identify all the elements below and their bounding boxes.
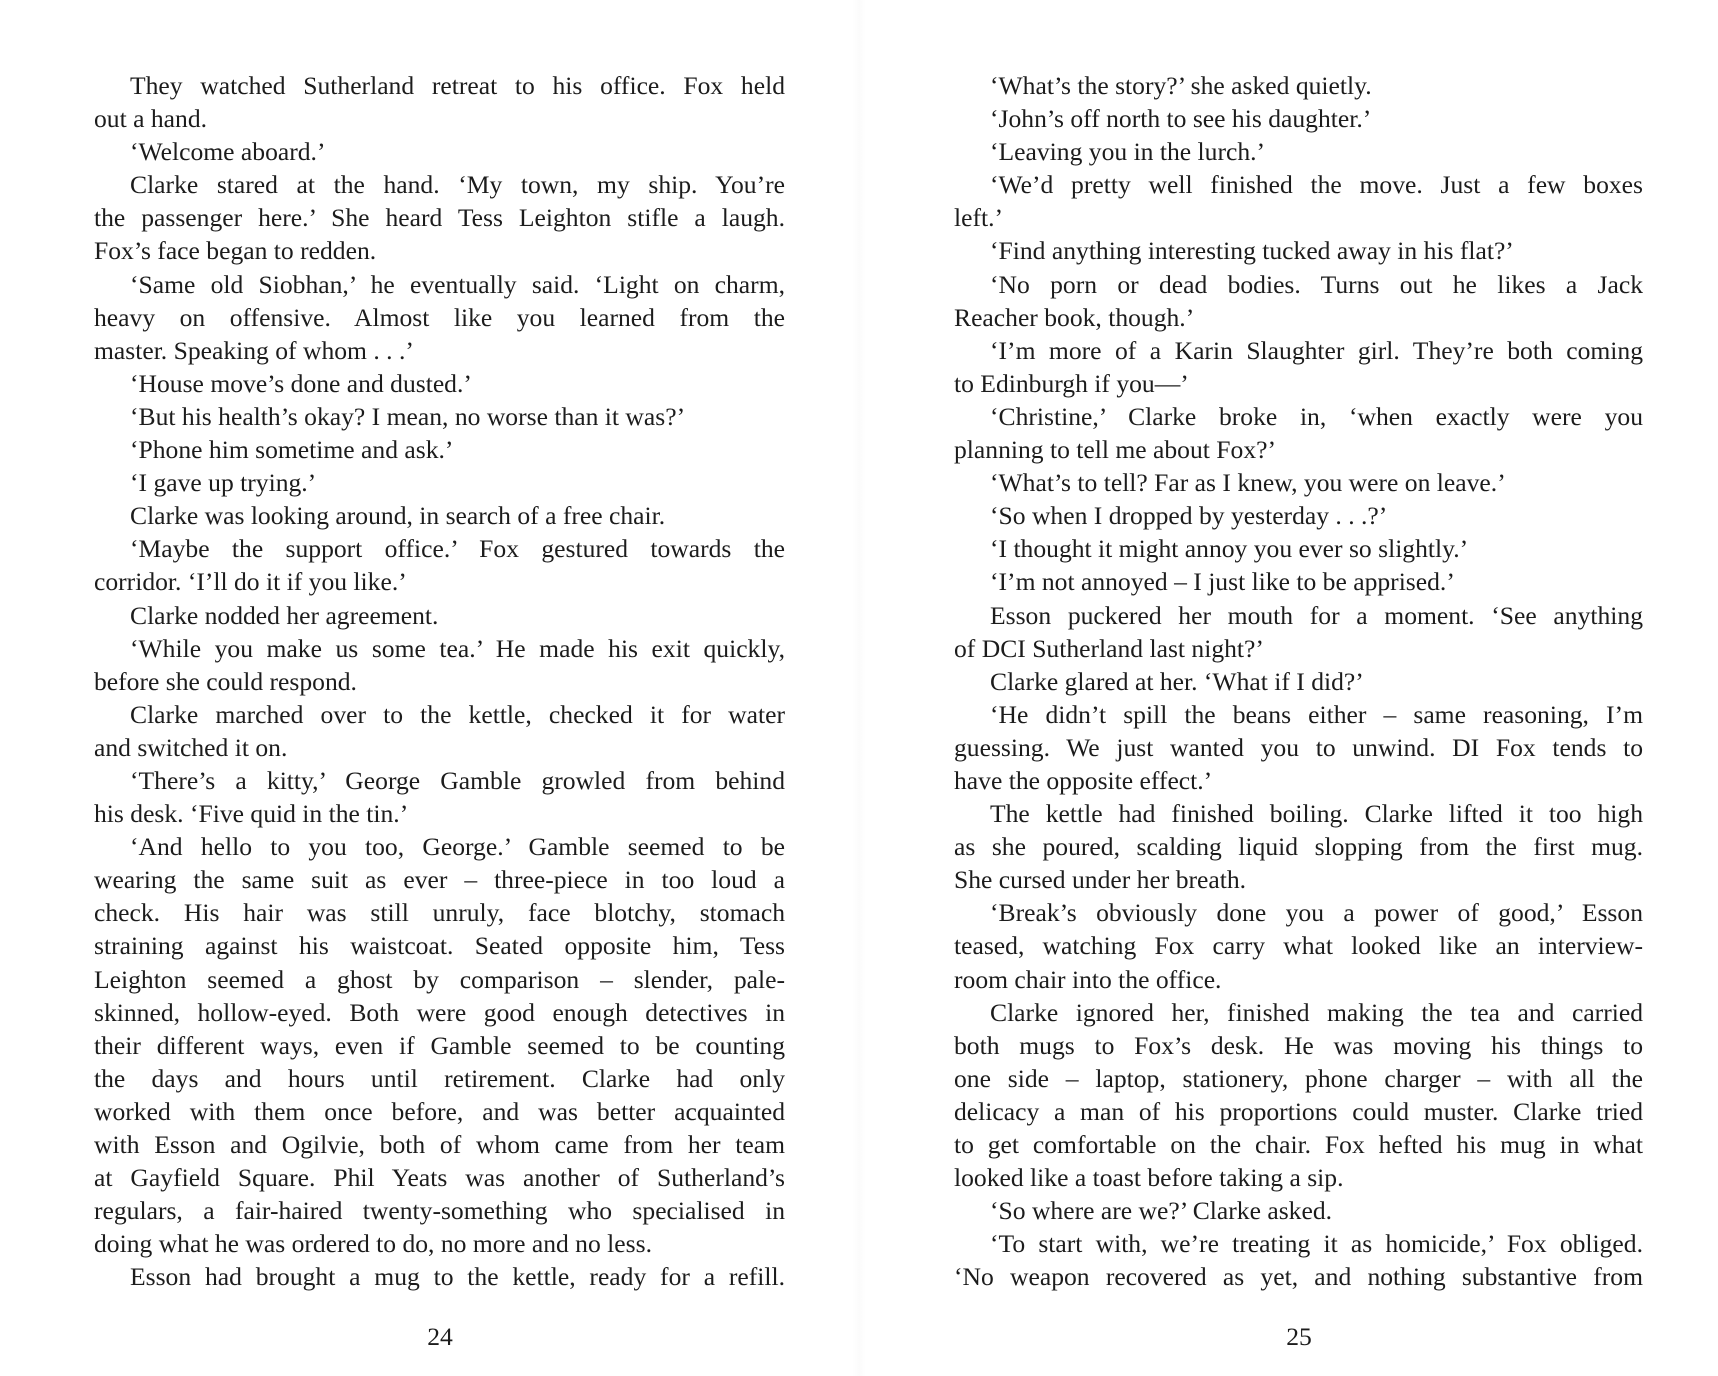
text-line: with Esson and Ogilvie, both of whom came from her team	[94, 1130, 785, 1159]
text-line: ‘So where are we?’ Clarke asked.	[990, 1196, 1333, 1226]
right-page-text	[954, 69, 1643, 1293]
text-line: one side – laptop, stationery, phone charger – with all the	[954, 1063, 1643, 1093]
text-line: They watched Sutherland retreat to his office. Fox held	[130, 71, 785, 100]
text-line: to get comfortable on the chair. Fox hefted his mug in what	[954, 1130, 1643, 1159]
text-line: teased, watching Fox carry what looked like an interview-	[954, 931, 1643, 961]
text-line: the passenger here.’ She heard Tess Leighton stifle a laugh.	[94, 203, 785, 233]
text-line: Clarke marched over to the kettle, checked it for water	[130, 699, 785, 729]
text-line: ‘I’m more of a Karin Slaughter girl. They’re both coming	[990, 335, 1643, 365]
text-line: ‘What’s to tell? Far as I knew, you were on leave.’	[990, 468, 1506, 498]
left-page-number: 24	[427, 1322, 453, 1351]
text-line: doing what he was ordered to do, no more and no less.	[94, 1229, 652, 1259]
text-line: ‘We’d pretty well finished the move. Just a few boxes	[990, 170, 1643, 200]
text-line: ‘To start with, we’re treating it as homicide,’ Fox obliged.	[990, 1229, 1643, 1259]
text-line: Esson puckered her mouth for a moment. ‘See anything	[990, 600, 1643, 630]
text-line: ‘Find anything interesting tucked away in his flat?’	[990, 236, 1514, 266]
text-line: master. Speaking of whom . . .’	[94, 335, 414, 365]
text-line: skinned, hollow-eyed. Both were good enough detectives in	[94, 997, 785, 1027]
text-line: straining against his waistcoat. Seated opposite him, Tess	[94, 931, 785, 961]
text-line: their different ways, even if Gamble seemed to be counting	[94, 1030, 785, 1060]
text-line: corridor. ‘I’ll do it if you like.’	[94, 567, 407, 597]
text-line: ‘John’s off north to see his daughter.’	[990, 104, 1372, 134]
right-page	[859, 0, 1718, 1376]
text-line: delicacy a man of his proportions could muster. Clarke tried	[954, 1096, 1643, 1126]
text-line: She cursed under her breath.	[954, 865, 1247, 895]
text-line: guessing. We just wanted you to unwind. DI Fox tends to	[954, 732, 1643, 762]
text-line: his desk. ‘Five quid in the tin.’	[94, 799, 409, 829]
text-line: Clarke stared at the hand. ‘My town, my ship. You’re	[130, 170, 785, 200]
text-line: Clarke ignored her, finished making the tea and carried	[990, 997, 1643, 1027]
text-line: left.’	[954, 203, 1004, 233]
text-line: and switched it on.	[94, 732, 288, 762]
text-line: planning to tell me about Fox?’	[954, 435, 1276, 465]
text-line: ‘While you make us some tea.’ He made his exit quickly,	[130, 633, 785, 663]
text-line: to Edinburgh if you—’	[954, 368, 1189, 398]
text-line: ‘Leaving you in the lurch.’	[990, 137, 1266, 167]
text-line: out a hand.	[94, 104, 208, 134]
text-line: Esson had brought a mug to the kettle, ready for a refill.	[130, 1262, 785, 1292]
text-line: The kettle had finished boiling. Clarke lifted it too high	[990, 799, 1643, 829]
text-line: as she poured, scalding liquid slopping from the first mug.	[954, 832, 1643, 862]
text-line: ‘I’m not annoyed – I just like to be apprised.’	[990, 567, 1455, 597]
text-line: ‘No porn or dead bodies. Turns out he likes a Jack	[990, 269, 1643, 299]
text-line: Clarke nodded her agreement.	[130, 600, 439, 630]
text-line: have the opposite effect.’	[954, 765, 1213, 795]
text-line: before she could respond.	[94, 666, 357, 696]
text-line: ‘What’s the story?’ she asked quietly.	[990, 71, 1372, 100]
text-line: the days and hours until retirement. Clarke had only	[94, 1063, 785, 1093]
text-line: ‘Welcome aboard.’	[130, 137, 326, 167]
right-page-number: 25	[1286, 1322, 1312, 1351]
text-line: both mugs to Fox’s desk. He was moving his things to	[954, 1030, 1643, 1060]
text-line: room chair into the office.	[954, 964, 1222, 994]
text-line: looked like a toast before taking a sip.	[954, 1163, 1344, 1193]
text-line: at Gayfield Square. Phil Yeats was another of Sutherland’s	[94, 1163, 785, 1193]
text-line: ‘Maybe the support office.’ Fox gestured towards the	[130, 534, 785, 564]
text-line: ‘Same old Siobhan,’ he eventually said. ‘Light on charm,	[130, 269, 785, 299]
text-line: ‘He didn’t spill the beans either – same reasoning, I’m	[990, 699, 1643, 729]
text-line: Reacher book, though.’	[954, 302, 1195, 332]
text-line: of DCI Sutherland last night?’	[954, 633, 1264, 663]
text-line: worked with them once before, and was better acquainted	[94, 1096, 785, 1126]
text-line: ‘Christine,’ Clarke broke in, ‘when exactly were you	[990, 401, 1643, 431]
text-line: ‘I gave up trying.’	[130, 468, 317, 498]
text-line: ‘House move’s done and dusted.’	[130, 368, 472, 398]
text-line: regulars, a fair-haired twenty-something who specialised in	[94, 1196, 785, 1226]
text-line: Clarke glared at her. ‘What if I did?’	[990, 666, 1364, 696]
text-line: ‘I thought it might annoy you ever so slightly.’	[990, 534, 1469, 564]
text-line: ‘And hello to you too, George.’ Gamble seemed to be	[130, 832, 785, 862]
text-line: check. His hair was still unruly, face blotchy, stomach	[94, 898, 785, 928]
text-line: ‘So when I dropped by yesterday . . .?’	[990, 501, 1388, 531]
text-line: Clarke was looking around, in search of a free chair.	[130, 501, 666, 531]
left-page-text	[94, 69, 785, 1293]
text-line: wearing the same suit as ever – three-piece in too loud a	[94, 865, 785, 895]
text-line: Fox’s face began to redden.	[94, 236, 377, 266]
text-line: ‘Phone him sometime and ask.’	[130, 435, 454, 465]
text-line: heavy on offensive. Almost like you learned from the	[94, 302, 785, 332]
text-line: ‘No weapon recovered as yet, and nothing substantive from	[954, 1262, 1643, 1292]
text-line: ‘But his health’s okay? I mean, no worse than it was?’	[130, 401, 686, 431]
text-line: Leighton seemed a ghost by comparison – slender, pale-	[94, 964, 785, 994]
text-line: ‘There’s a kitty,’ George Gamble growled from behind	[130, 765, 785, 795]
text-line: ‘Break’s obviously done you a power of good,’ Esson	[990, 898, 1643, 928]
